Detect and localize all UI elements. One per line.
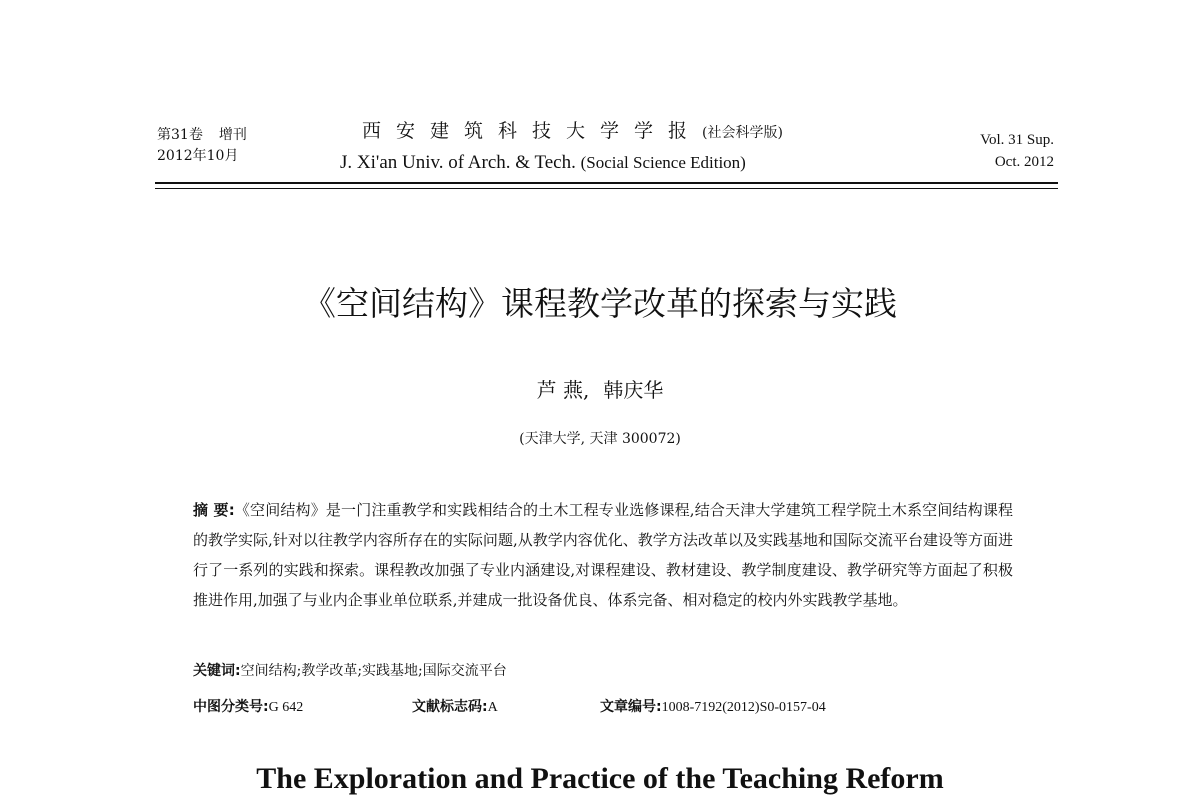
journal-issue-info-en bbox=[954, 129, 1054, 173]
journal-name-cn: 西安建筑科技大学学报 bbox=[362, 120, 703, 142]
header-rule-thin bbox=[155, 188, 1058, 189]
journal-issue-info-cn bbox=[157, 125, 247, 167]
affiliation: (天津大学, 天津 300072) bbox=[519, 431, 681, 447]
article-title-cn: 《空间结构》课程教学改革的探索与实践 bbox=[303, 284, 897, 323]
author-2: 韩庆华 bbox=[603, 378, 664, 402]
doc-code-label: 文献标志码: bbox=[412, 699, 488, 715]
volume-en: Vol. 31 Sup. bbox=[980, 132, 1054, 148]
article-no-label: 文章编号: bbox=[600, 699, 662, 715]
keywords-label: 关键词: bbox=[193, 663, 241, 679]
keywords bbox=[193, 660, 507, 680]
clc-value: G 642 bbox=[268, 700, 304, 715]
keywords-text: 空间结构;教学改革;实践基地;国际交流平台 bbox=[240, 663, 507, 679]
date-cn: 2012年10月 bbox=[157, 148, 239, 164]
journal-edition-cn: (社会科学版) bbox=[702, 125, 783, 141]
journal-name-block bbox=[340, 118, 900, 176]
abstract-label: 摘 要: bbox=[193, 501, 235, 519]
journal-edition-en: (Social Science Edition) bbox=[580, 153, 746, 172]
article-number bbox=[600, 696, 826, 716]
article-no-value: 1008-7192(2012)S0-0157-04 bbox=[661, 700, 826, 715]
clc-label: 中图分类号: bbox=[193, 699, 269, 715]
author-list bbox=[0, 374, 1200, 403]
document-code bbox=[412, 696, 498, 716]
abstract bbox=[193, 495, 1013, 615]
article-title-en: The Exploration and Practice of the Teaching Reform bbox=[256, 762, 944, 795]
author-1: 芦 燕, bbox=[536, 378, 590, 402]
issue-cn: 增刊 bbox=[218, 127, 247, 143]
date-en: Oct. 2012 bbox=[994, 154, 1054, 170]
clc-number bbox=[193, 696, 303, 716]
abstract-text: 《空间结构》是一门注重教学和实践相结合的土木工程专业选修课程,结合天津大学建筑工程学院土木系空间结构课程的教学实际,针对以往教学内容所存在的实际问题,从教学内容优化、教学方法改革以及实践基地和国际交流平台建设等方面进行了一系列的实践和探索。课程教改加强了专业内涵建设,对课程建设、教材建设、教学制度建设、教学研究等方面起了积极推进作用,加强了与业内企事业单位联系,并建成一批设备优良、体系完备、相对稳定的校内外实践教学基地。 bbox=[193, 501, 1013, 609]
header-rule-thick bbox=[155, 182, 1058, 184]
doc-code-value: A bbox=[487, 700, 498, 715]
journal-name-en: J. Xi'an Univ. of Arch. & Tech. bbox=[340, 152, 576, 173]
volume-cn: 第31卷 bbox=[157, 127, 203, 143]
